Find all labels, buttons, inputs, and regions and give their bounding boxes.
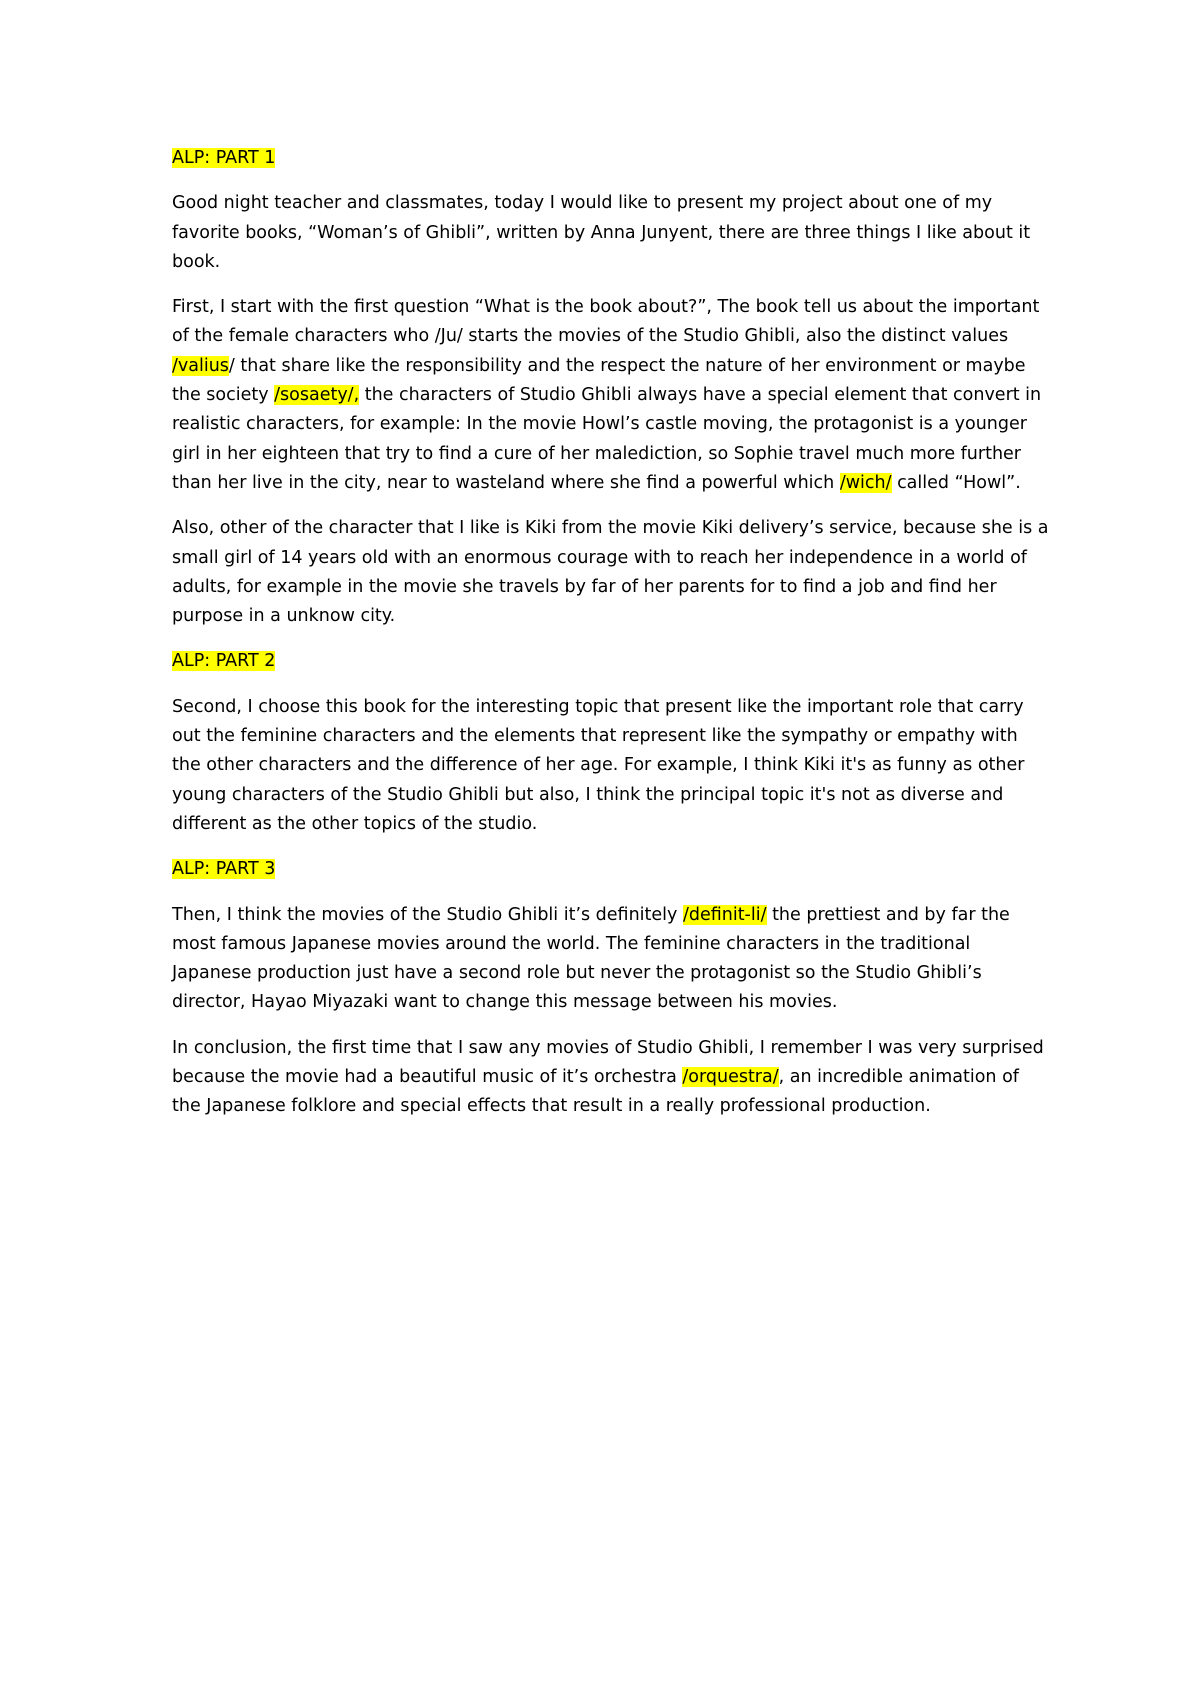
highlight-valius: /valius xyxy=(172,355,229,376)
conclusion-paragraph-text-b: , an incredible animation of the Japanese folklore and special effects that result in a really professional production. xyxy=(172,1067,1019,1117)
first-paragraph-text-b: / that share like the responsibility and the respect the nature of her environment or maybe the society xyxy=(172,355,1026,406)
highlight-orquestra: /orquestra/ xyxy=(682,1067,779,1088)
first-paragraph-text-a: First, I start with the first question “What is the book about?”, The book tell us about the important of the female characters who /Ju/ starts the movies of the Studio Ghibli, also the distinct values xyxy=(172,297,1040,347)
part1-heading-text: ALP: PART 1 xyxy=(172,148,276,168)
first-paragraph-text-c: the characters of Studio Ghibli always have a special element that convert in realistic characters, for example: In the movie Howl’s castle moving, the protagonist is a younger girl in her eighteen that try to find a cure of her malediction, so Sophie travel much more further than her live in the city, near to wasteland where she find a powerful which xyxy=(172,385,1042,493)
then-paragraph-text-b: the prettiest and by far the most famous Japanese movies around the world. The feminine characters in the traditional Japanese production just have a second role but never the protagonist so the Studio Ghibli’s director, Hayao Miyazaki want to change this message between his movies. xyxy=(172,904,1010,1013)
first-paragraph xyxy=(172,293,1052,498)
highlight-definit-li: /definit-li/ xyxy=(682,904,767,925)
conclusion-paragraph-text-a: In conclusion, the first time that I saw any movies of Studio Ghibli, I remember I was very surprised because the movie had a beautiful music of it’s orchestra xyxy=(172,1037,1044,1088)
conclusion-paragraph xyxy=(172,1034,1052,1122)
highlight-sosaety: /sosaety/, xyxy=(274,385,360,406)
also-paragraph: Also, other of the character that I like is Kiki from the movie Kiki delivery’s service, because she is a small girl of 14 years old with an enormous courage with to reach her independence in a world of adults, for example in the movie she travels by far of her parents for to find a job and find her purpose in a unknow city. xyxy=(172,518,1049,627)
then-paragraph-text-a: Then, I think the movies of the Studio Ghibli it’s definitely xyxy=(172,904,683,925)
first-paragraph-text-d: called “Howl”. xyxy=(891,472,1021,493)
then-paragraph xyxy=(172,901,1052,1018)
part3-heading-text: ALP: PART 3 xyxy=(172,859,276,880)
intro-paragraph: Good night teacher and classmates, today I would like to present my project about one of my favorite books, “Woman’s of Ghibli”, written by Anna Junyent, there are three things I like about it book. xyxy=(172,193,1031,272)
document-body xyxy=(172,144,1052,1138)
part3-heading xyxy=(172,855,1052,884)
part2-heading-text: ALP: PART 2 xyxy=(172,651,276,672)
highlight-wich: /wich/ xyxy=(839,472,892,493)
second-paragraph: Second, I choose this book for the interesting topic that present like the important role that carry out the feminine characters and the elements that represent like the sympathy or empathy with the other characters and the difference of her age. For example, I think Kiki it's as funny as other young characters of the Studio Ghibli but also, I think the principal topic it's not as diverse and different as the other topics of the studio. xyxy=(172,696,1025,834)
part2-heading xyxy=(172,647,1052,676)
part1-heading xyxy=(172,144,1052,173)
